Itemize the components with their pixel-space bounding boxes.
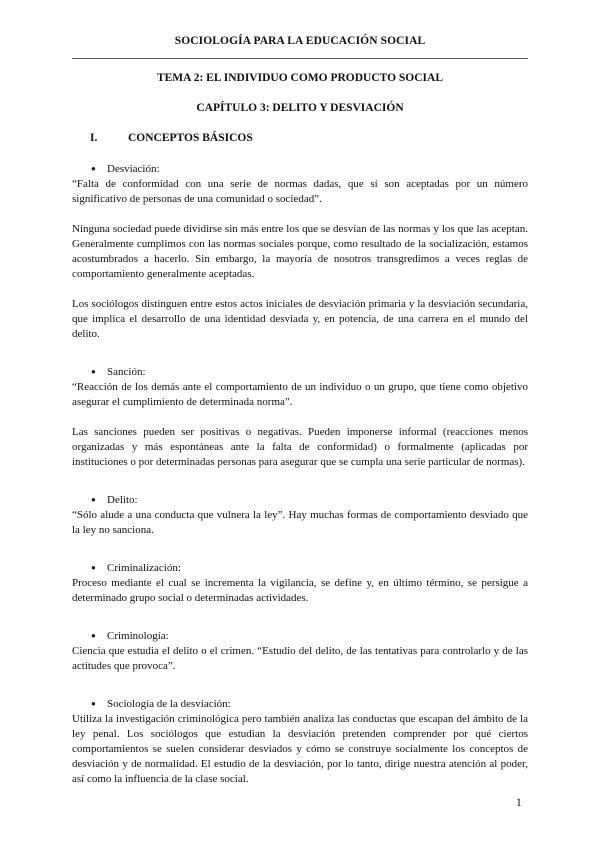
paragraph: Los sociólogos distinguen entre estos actos iniciales de desviación primaria y la desviación secundaria, que implica el desarrollo de una identidad desviada y, en potencia, de una carrera en el mundo del delito. bbox=[72, 298, 528, 340]
term-sancion bbox=[91, 364, 528, 380]
page-number: 1 bbox=[516, 797, 522, 809]
term-label: Sanción: bbox=[107, 366, 146, 378]
term-label: Criminología: bbox=[107, 630, 169, 642]
paragraph: “Sólo alude a una conducta que vulnera la ley”. Hay muchas formas de comportamiento desviado que la ley no sanciona. bbox=[72, 509, 528, 536]
term-criminalizacion bbox=[91, 560, 528, 576]
term-label: Desviación: bbox=[107, 163, 160, 175]
paragraph: Ninguna sociedad puede dividirse sin más entre los que se desvían de las normas y los que las aceptan. Generalmente cumplimos con las normas sociales porque, como resultado de la socialización, estamos acostumbrados a hacerlo. Sin embargo, la mayoría de nosotros transgredimos a veces reglas de comportamiento generalmente aceptadas. bbox=[72, 223, 528, 280]
paragraph: Ciencia que estudia el delito o el crimen. “Estudio del delito, de las tentativas para controlarlo y de las actitudes que provoca”. bbox=[72, 645, 528, 672]
paragraph: Utiliza la investigación criminológica pero también analiza las conductas que escapan del ámbito de la ley penal. Los sociólogos que estudian la desviación pretenden comprender por qué ciertos comportamientos se suelen considerar desviados y cómo se construye socialmente los conceptos de desviación y de normalidad. El estudio de la desviación, por lo tanto, dirige nuestra atención al poder, así como la influencia de la clase social. bbox=[72, 713, 528, 785]
section-title: CONCEPTOS BÁSICOS bbox=[128, 132, 253, 144]
term-criminologia bbox=[91, 628, 528, 644]
term-sociologia-desviacion bbox=[91, 696, 528, 712]
chapter-title: CAPÍTULO 3: DELITO Y DESVIACIÓN bbox=[196, 102, 404, 114]
tema-title: TEMA 2: EL INDIVIDUO COMO PRODUCTO SOCIAL bbox=[156, 72, 444, 84]
term-desviacion bbox=[91, 161, 528, 177]
paragraph: “Falta de conformidad con una serie de normas dadas, que sí son aceptadas por un número significativo de personas de una comunidad o sociedad”. bbox=[72, 178, 528, 205]
term-label: Criminalización: bbox=[107, 562, 181, 574]
bullet-icon: ● bbox=[91, 164, 96, 173]
page-header: SOCIOLOGÍA PARA LA EDUCACIÓN SOCIAL bbox=[174, 35, 426, 47]
bullet-icon: ● bbox=[91, 563, 96, 572]
bullet-icon: ● bbox=[91, 367, 96, 376]
term-delito bbox=[91, 492, 528, 508]
bullet-icon: ● bbox=[91, 699, 96, 708]
term-label: Delito: bbox=[107, 494, 138, 506]
term-label: Sociología de la desviación: bbox=[107, 698, 231, 710]
section-number: I. bbox=[90, 132, 98, 144]
paragraph: Proceso mediante el cual se incrementa la vigilancia, se define y, en último término, se persigue a determinado grupo social o determinadas actividades. bbox=[72, 577, 528, 604]
section-heading bbox=[90, 132, 253, 144]
paragraph: Las sanciones pueden ser positivas o negativas. Pueden imponerse informal (reacciones menos organizadas y más espontáneas ante la falta de conformidad) o formalmente (aplicadas por instituciones o por determinadas personas para asegurar que se cumpla una serie particular de normas). bbox=[72, 426, 528, 468]
document-body bbox=[72, 154, 528, 787]
bullet-icon: ● bbox=[91, 495, 96, 504]
paragraph: “Reacción de los demás ante el comportamiento de un individuo o un grupo, que tiene como objetivo asegurar el cumplimiento de determinada norma”. bbox=[72, 381, 528, 408]
bullet-icon: ● bbox=[91, 631, 96, 640]
header-divider bbox=[72, 58, 528, 59]
